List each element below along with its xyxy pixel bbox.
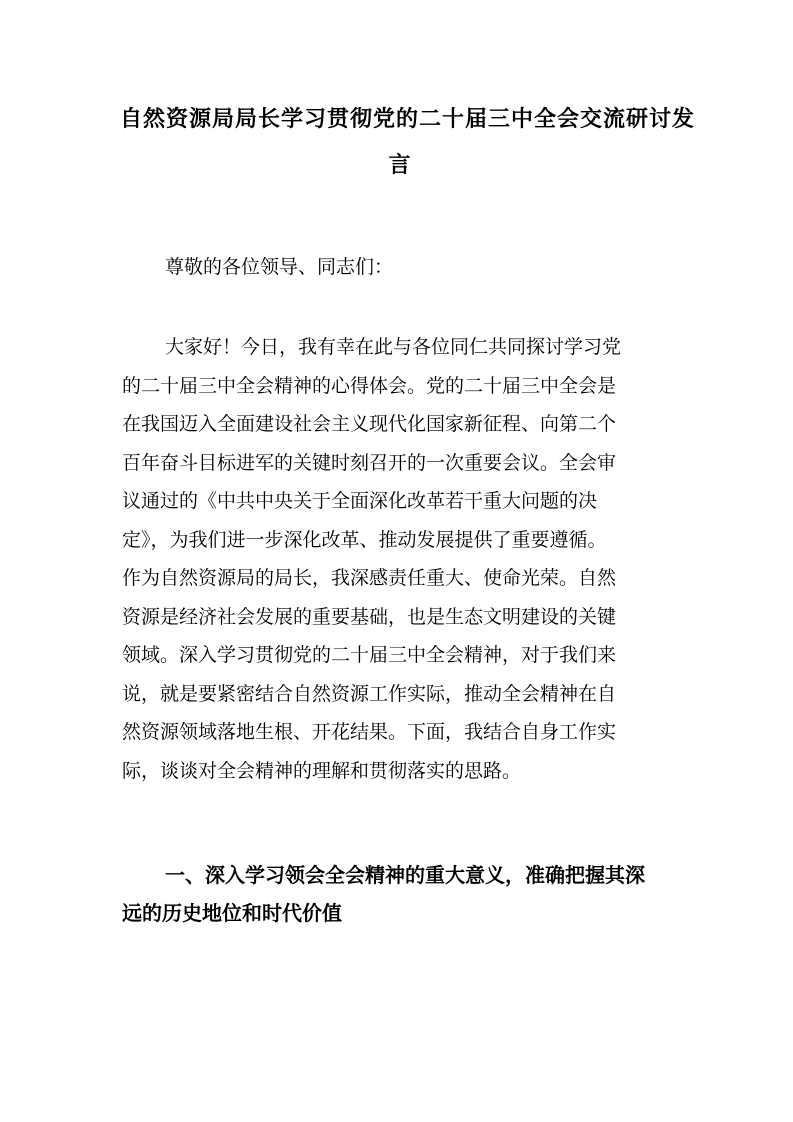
body-paragraph xyxy=(122,328,682,790)
section-heading xyxy=(122,856,682,932)
salutation: 尊敬的各位领导、同志们： xyxy=(165,256,394,278)
paragraph-line: 资源是经济社会发展的重要基础，也是生态文明建设的关键 xyxy=(122,605,617,628)
paragraph-line: 大家好！今日，我有幸在此与各位同仁共同探讨学习党 xyxy=(165,336,622,358)
paragraph-line: 定》，为我们进一步深化改革、推动发展提供了重要遵循。 xyxy=(122,528,607,551)
paragraph-line: 的二十届三中全会精神的心得体会。党的二十届三中全会是 xyxy=(122,374,617,397)
paragraph-line: 百年奋斗目标进军的关键时刻召开的一次重要会议。全会审 xyxy=(122,451,617,474)
paragraph-line: 说，就是要紧密结合自然资源工作实际，推动全会精神在自 xyxy=(122,682,617,705)
heading-line: 远的历史地位和时代价值 xyxy=(122,901,342,925)
title-line: 自然资源局局长学习贯彻党的二十届三中全会交流研讨发 xyxy=(120,106,696,132)
title-line: 言 xyxy=(388,152,412,178)
paragraph-line: 际，谈谈对全会精神的理解和贯彻落实的思路。 xyxy=(122,759,522,782)
document-title xyxy=(120,96,696,188)
paragraph-line: 领域。深入学习贯彻党的二十届三中全会精神，对于我们来 xyxy=(122,644,617,666)
paragraph-line: 作为自然资源局的局长，我深感责任重大、使命光荣。自然 xyxy=(122,567,617,589)
paragraph-line: 然资源领域落地生根、开花结果。下面，我结合自身工作实 xyxy=(122,721,617,743)
paragraph-line: 在我国迈入全面建设社会主义现代化国家新征程、向第二个 xyxy=(122,413,617,435)
paragraph-line: 议通过的《中共中央关于全面深化改革若干重大问题的决 xyxy=(122,490,598,512)
heading-line: 一、深入学习领会全会精神的重大意义，准确把握其深 xyxy=(165,863,645,887)
